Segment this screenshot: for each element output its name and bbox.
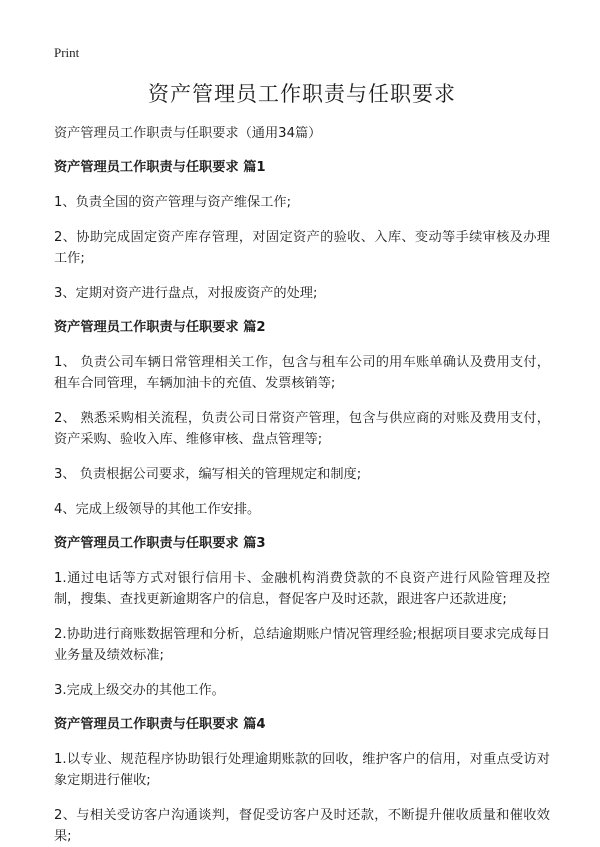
document-subtitle: 资产管理员工作职责与任职要求（通用34篇） [54,126,322,141]
document-title: 资产管理员工作职责与任职要求 [148,82,456,106]
list-item: 2、协助完成固定资产库存管理，对固定资产的验收、入库、变动等手续审核及办理工作; [54,230,550,266]
section-heading: 资产管理员工作职责与任职要求 篇2 [54,320,266,335]
list-item: 4、完成上级领导的其他工作安排。 [54,502,261,517]
list-item: 1.以专业、规范程序协助银行处理逾期账款的回收，维护客户的信用，对重点受访对象定期进行催收; [54,752,550,788]
list-item: 1.通过电话等方式对银行信用卡、金融机构消费贷款的不良资产进行风险管理及控制，搜集、查找更新逾期客户的信息，督促客户及时还款，跟进客户还款进度; [54,571,550,607]
section-1 [54,158,550,304]
list-item: 1、 负责公司车辆日常管理相关工作，包含与租车公司的用车账单确认及费用支付，租车合同管理，车辆加油卡的充值、发票核销等; [54,355,550,391]
section-heading: 资产管理员工作职责与任职要求 篇3 [54,536,266,551]
list-item: 3、 负责根据公司要求，编写相关的管理规定和制度; [54,467,362,482]
list-item: 3.完成上级交办的其他工作。 [54,683,225,698]
section-3 [54,534,550,701]
print-label: Print [54,45,80,60]
list-item: 3、定期对资产进行盘点，对报废资产的处理; [54,286,318,301]
list-item: 1、负责全国的资产管理与资产维保工作; [54,195,292,210]
section-heading: 资产管理员工作职责与任职要求 篇4 [54,717,266,732]
section-2 [54,318,550,520]
section-4 [54,715,550,847]
list-item: 2、 熟悉采购相关流程，负责公司日常资产管理，包含与供应商的对账及费用支付，资产采购、验收入库、维修审核、盘点管理等; [54,411,550,447]
list-item: 2、与相关受访客户沟通谈判，督促受访客户及时还款，不断提升催收质量和催收效果; [54,808,550,844]
list-item: 2.协助进行商账数据管理和分析，总结逾期账户情况管理经验;根据项目要求完成每日业务量及绩效标准; [54,627,550,663]
section-heading: 资产管理员工作职责与任职要求 篇1 [54,160,266,175]
